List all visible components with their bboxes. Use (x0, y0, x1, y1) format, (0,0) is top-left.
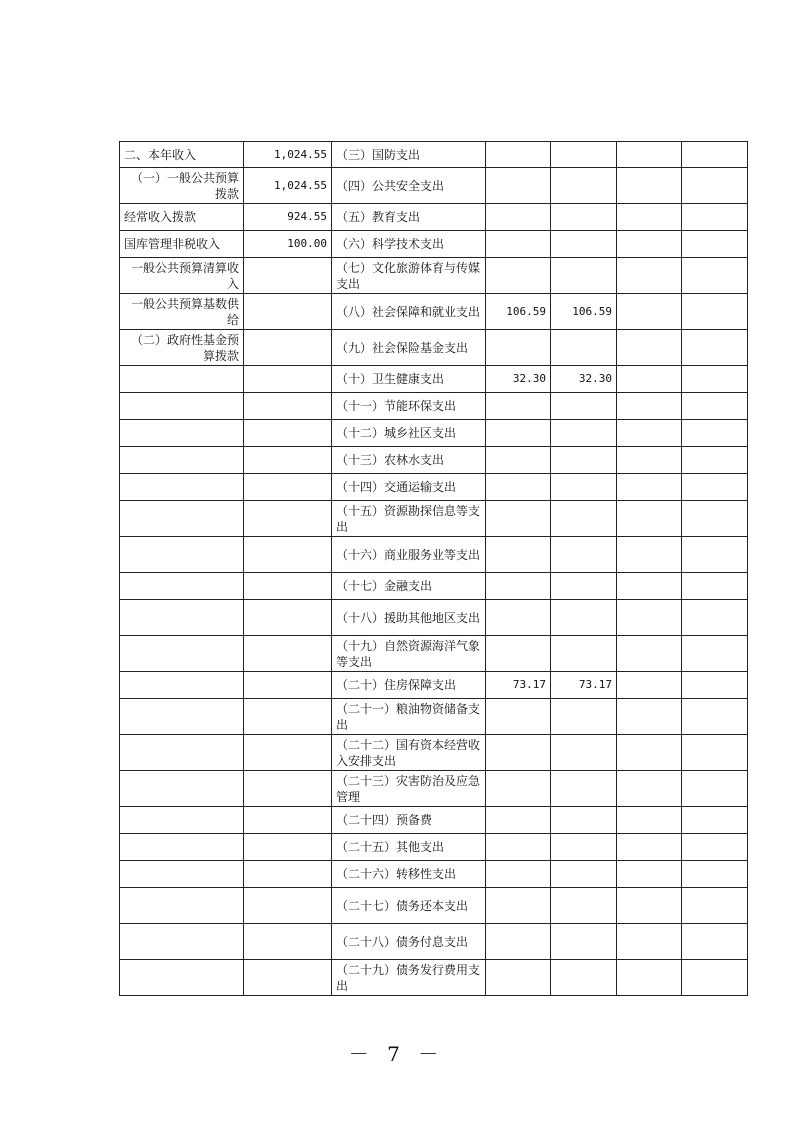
income-cell: （二）政府性基金预算拨款 (120, 330, 244, 366)
empty-cell (617, 699, 682, 735)
amount-cell (244, 807, 332, 834)
value-cell-1 (486, 231, 551, 258)
value-cell-1 (486, 537, 551, 573)
value-cell-1 (486, 393, 551, 420)
empty-cell (682, 861, 748, 888)
table-row (120, 330, 748, 366)
expense-item-cell: （十一）节能环保支出 (332, 393, 486, 420)
table-row (120, 142, 748, 168)
table-row (120, 888, 748, 924)
table-row (120, 537, 748, 573)
income-cell: （一）一般公共预算拨款 (120, 168, 244, 204)
value-cell-2 (551, 888, 617, 924)
amount-cell (244, 600, 332, 636)
value-cell-1 (486, 420, 551, 447)
table-row (120, 420, 748, 447)
value-cell-2 (551, 474, 617, 501)
value-cell-1 (486, 735, 551, 771)
expense-item-cell: （十三）农林水支出 (332, 447, 486, 474)
amount-cell (244, 258, 332, 294)
empty-cell (617, 573, 682, 600)
empty-cell (617, 393, 682, 420)
empty-cell (617, 735, 682, 771)
empty-cell (617, 771, 682, 807)
income-cell (120, 672, 244, 699)
table-row (120, 258, 748, 294)
empty-cell (682, 474, 748, 501)
income-cell (120, 960, 244, 996)
expense-item-cell: （五）教育支出 (332, 204, 486, 231)
table-row (120, 924, 748, 960)
amount-cell (244, 393, 332, 420)
value-cell-2 (551, 231, 617, 258)
expense-item-cell: （二十三）灾害防治及应急管理 (332, 771, 486, 807)
value-cell-2 (551, 447, 617, 474)
value-cell-2 (551, 420, 617, 447)
value-cell-2 (551, 834, 617, 861)
income-cell: 国库管理非税收入 (120, 231, 244, 258)
amount-cell (244, 735, 332, 771)
value-cell-2: 32.30 (551, 366, 617, 393)
value-cell-2 (551, 807, 617, 834)
expense-item-cell: （十二）城乡社区支出 (332, 420, 486, 447)
page-number: － 7 － (348, 1042, 445, 1066)
expense-item-cell: （四）公共安全支出 (332, 168, 486, 204)
expense-item-cell: （十五）资源勘探信息等支出 (332, 501, 486, 537)
table-row (120, 600, 748, 636)
expense-item-cell: （二十五）其他支出 (332, 834, 486, 861)
income-cell (120, 807, 244, 834)
value-cell-2 (551, 924, 617, 960)
empty-cell (617, 861, 682, 888)
empty-cell (617, 142, 682, 168)
amount-cell (244, 699, 332, 735)
expense-item-cell: （十六）商业服务业等支出 (332, 537, 486, 573)
value-cell-1 (486, 142, 551, 168)
empty-cell (682, 735, 748, 771)
expense-item-cell: （二十一）粮油物资储备支出 (332, 699, 486, 735)
value-cell-1 (486, 834, 551, 861)
table-row (120, 501, 748, 537)
value-cell-1 (486, 699, 551, 735)
table-row (120, 231, 748, 258)
empty-cell (682, 393, 748, 420)
empty-cell (617, 231, 682, 258)
amount-cell (244, 888, 332, 924)
empty-cell (617, 636, 682, 672)
empty-cell (682, 231, 748, 258)
empty-cell (682, 600, 748, 636)
income-cell (120, 573, 244, 600)
amount-cell: 1,024.55 (244, 168, 332, 204)
value-cell-2 (551, 537, 617, 573)
table-row (120, 393, 748, 420)
empty-cell (682, 960, 748, 996)
income-cell (120, 636, 244, 672)
value-cell-2 (551, 330, 617, 366)
value-cell-1 (486, 573, 551, 600)
amount-cell (244, 501, 332, 537)
table-row (120, 807, 748, 834)
expense-item-cell: （二十四）预备费 (332, 807, 486, 834)
empty-cell (682, 924, 748, 960)
amount-cell (244, 924, 332, 960)
value-cell-1 (486, 960, 551, 996)
amount-cell (244, 861, 332, 888)
expense-item-cell: （二十八）债务付息支出 (332, 924, 486, 960)
expense-item-cell: （二十六）转移性支出 (332, 861, 486, 888)
empty-cell (682, 420, 748, 447)
amount-cell (244, 294, 332, 330)
value-cell-2 (551, 861, 617, 888)
empty-cell (617, 807, 682, 834)
empty-cell (617, 204, 682, 231)
value-cell-2 (551, 142, 617, 168)
empty-cell (617, 420, 682, 447)
value-cell-1 (486, 636, 551, 672)
empty-cell (617, 834, 682, 861)
amount-cell (244, 447, 332, 474)
value-cell-1: 32.30 (486, 366, 551, 393)
income-cell (120, 501, 244, 537)
empty-cell (682, 168, 748, 204)
expense-item-cell: （十四）交通运输支出 (332, 474, 486, 501)
value-cell-1: 73.17 (486, 672, 551, 699)
empty-cell (682, 294, 748, 330)
empty-cell (617, 888, 682, 924)
value-cell-2: 73.17 (551, 672, 617, 699)
value-cell-1 (486, 600, 551, 636)
value-cell-1 (486, 168, 551, 204)
value-cell-1 (486, 330, 551, 366)
value-cell-2 (551, 168, 617, 204)
empty-cell (617, 474, 682, 501)
value-cell-2: 106.59 (551, 294, 617, 330)
value-cell-2 (551, 573, 617, 600)
value-cell-2 (551, 258, 617, 294)
empty-cell (682, 771, 748, 807)
empty-cell (682, 501, 748, 537)
income-cell (120, 888, 244, 924)
empty-cell (617, 960, 682, 996)
amount-cell (244, 771, 332, 807)
income-cell (120, 600, 244, 636)
empty-cell (617, 600, 682, 636)
empty-cell (617, 330, 682, 366)
empty-cell (682, 699, 748, 735)
empty-cell (682, 807, 748, 834)
empty-cell (682, 888, 748, 924)
amount-cell (244, 330, 332, 366)
table-row (120, 168, 748, 204)
expense-item-cell: （二十九）债务发行费用支出 (332, 960, 486, 996)
amount-cell: 924.55 (244, 204, 332, 231)
expense-item-cell: （八）社会保障和就业支出 (332, 294, 486, 330)
empty-cell (682, 258, 748, 294)
value-cell-2 (551, 204, 617, 231)
empty-cell (682, 447, 748, 474)
value-cell-1 (486, 204, 551, 231)
empty-cell (617, 168, 682, 204)
empty-cell (617, 501, 682, 537)
budget-table-body (120, 142, 748, 996)
table-row (120, 834, 748, 861)
amount-cell (244, 834, 332, 861)
empty-cell (682, 834, 748, 861)
table-row (120, 771, 748, 807)
value-cell-1 (486, 924, 551, 960)
value-cell-2 (551, 771, 617, 807)
table-row (120, 447, 748, 474)
value-cell-2 (551, 735, 617, 771)
table-row (120, 294, 748, 330)
amount-cell: 1,024.55 (244, 142, 332, 168)
empty-cell (617, 672, 682, 699)
value-cell-2 (551, 699, 617, 735)
income-cell (120, 771, 244, 807)
income-cell: 一般公共预算清算收入 (120, 258, 244, 294)
expense-item-cell: （十八）援助其他地区支出 (332, 600, 486, 636)
income-cell (120, 366, 244, 393)
amount-cell (244, 636, 332, 672)
empty-cell (617, 924, 682, 960)
income-cell (120, 834, 244, 861)
table-row (120, 861, 748, 888)
amount-cell (244, 960, 332, 996)
value-cell-2 (551, 636, 617, 672)
expense-item-cell: （七）文化旅游体育与传媒支出 (332, 258, 486, 294)
empty-cell (617, 447, 682, 474)
expense-item-cell: （六）科学技术支出 (332, 231, 486, 258)
income-cell (120, 861, 244, 888)
value-cell-1 (486, 888, 551, 924)
empty-cell (682, 204, 748, 231)
value-cell-1 (486, 861, 551, 888)
table-row (120, 636, 748, 672)
income-cell (120, 924, 244, 960)
income-cell (120, 537, 244, 573)
table-row (120, 960, 748, 996)
value-cell-1: 106.59 (486, 294, 551, 330)
expense-item-cell: （十七）金融支出 (332, 573, 486, 600)
income-cell: 一般公共预算基数供给 (120, 294, 244, 330)
amount-cell (244, 573, 332, 600)
income-cell (120, 447, 244, 474)
empty-cell (617, 258, 682, 294)
empty-cell (682, 636, 748, 672)
value-cell-2 (551, 501, 617, 537)
income-cell (120, 474, 244, 501)
table-row (120, 699, 748, 735)
value-cell-2 (551, 393, 617, 420)
income-cell (120, 699, 244, 735)
empty-cell (682, 537, 748, 573)
expense-item-cell: （十）卫生健康支出 (332, 366, 486, 393)
table-row (120, 672, 748, 699)
empty-cell (682, 366, 748, 393)
expense-item-cell: （二十）住房保障支出 (332, 672, 486, 699)
amount-cell (244, 537, 332, 573)
empty-cell (682, 330, 748, 366)
empty-cell (617, 537, 682, 573)
value-cell-2 (551, 960, 617, 996)
income-cell (120, 393, 244, 420)
value-cell-1 (486, 258, 551, 294)
empty-cell (617, 294, 682, 330)
expense-item-cell: （二十二）国有资本经营收入安排支出 (332, 735, 486, 771)
value-cell-1 (486, 447, 551, 474)
table-row (120, 735, 748, 771)
table-row (120, 474, 748, 501)
amount-cell: 100.00 (244, 231, 332, 258)
expense-item-cell: （九）社会保险基金支出 (332, 330, 486, 366)
empty-cell (682, 142, 748, 168)
expense-item-cell: （二十七）债务还本支出 (332, 888, 486, 924)
amount-cell (244, 474, 332, 501)
budget-table (119, 141, 748, 996)
income-cell (120, 420, 244, 447)
table-row (120, 573, 748, 600)
table-row (120, 366, 748, 393)
value-cell-1 (486, 501, 551, 537)
amount-cell (244, 420, 332, 447)
amount-cell (244, 366, 332, 393)
income-cell: 经常收入拨款 (120, 204, 244, 231)
value-cell-1 (486, 807, 551, 834)
income-cell (120, 735, 244, 771)
value-cell-2 (551, 600, 617, 636)
value-cell-1 (486, 474, 551, 501)
empty-cell (682, 672, 748, 699)
empty-cell (682, 573, 748, 600)
table-row (120, 204, 748, 231)
value-cell-1 (486, 771, 551, 807)
expense-item-cell: （三）国防支出 (332, 142, 486, 168)
amount-cell (244, 672, 332, 699)
expense-item-cell: （十九）自然资源海洋气象等支出 (332, 636, 486, 672)
empty-cell (617, 366, 682, 393)
income-cell: 二、本年收入 (120, 142, 244, 168)
